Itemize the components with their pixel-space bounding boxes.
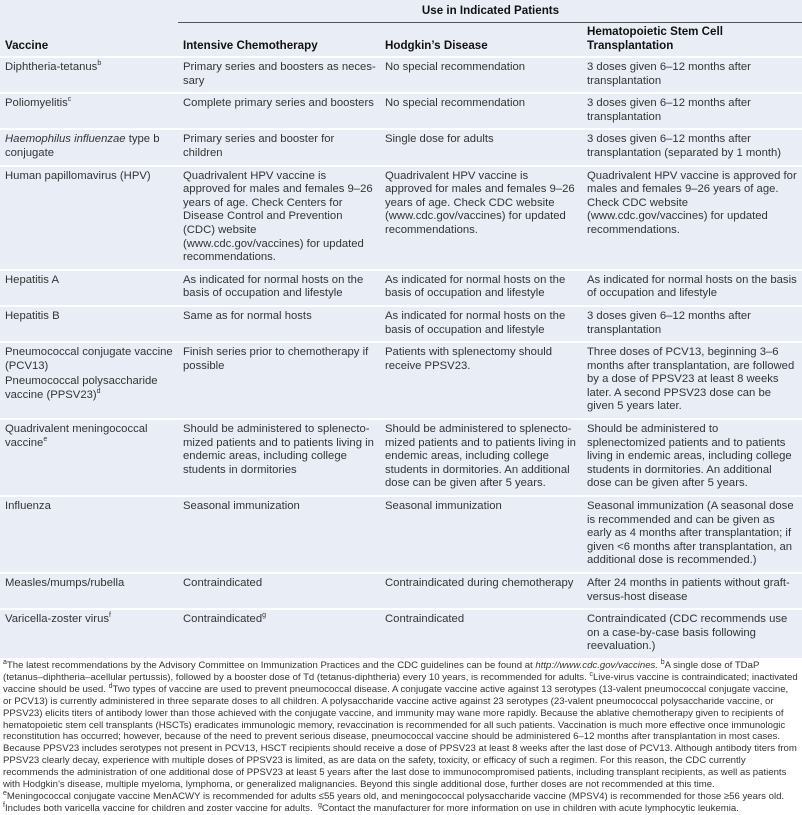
- chemo-text: Contraindicated: [183, 577, 263, 589]
- footnote-b: A single dose of TDaP (tetanus–diphtheria–acellular pertussis), followed by a booster dose of Td (tetanus-diphtheria) every 10 years, is recommended for adults.: [3, 659, 760, 683]
- footnote-e: Meningococcal conjugate vaccine MenACWY is recommended for adults ≤55 years old, and meningococcal polysaccharide vaccine (MPSV4) is recommended for those ≥56 years old.: [6, 790, 785, 802]
- vaccine-cell: [0, 419, 178, 496]
- hodgkin-cell: Contraindicated: [380, 609, 582, 658]
- vaccine-cell: [0, 57, 178, 93]
- vaccine-cell: [0, 166, 178, 270]
- table-row: [0, 306, 802, 342]
- table-row: [0, 129, 802, 165]
- hsct-cell: 3 doses given 6–12 months after transplantation: [582, 306, 802, 342]
- footnote-f: Includes both varicella vaccine for children and zoster vaccine for adults.: [4, 802, 313, 814]
- table-row: [0, 166, 802, 270]
- footnote-c: Live-virus vaccine is contraindicated; inactivated vaccine should be used.: [3, 671, 798, 695]
- vaccine-name: Measles/mumps/rubella: [5, 577, 125, 589]
- col-header-hsct: Hematopoietic Stem Cell Transplantation: [587, 25, 723, 52]
- footnote-d: Two types of vaccine are used to prevent pneumococcal disease. A conjugate vaccine active against 13 serotypes (13-valent pneumococcal conjugate vaccine, or PCV13) is currently administered in three separate doses to all children. A polysaccharide vaccine active against 23 serotypes (23-valent pneumococcal polysaccharide vaccine, or PPSV23) elicits titers of antibody lower than those achieved with the conjugate vaccine, and immunity may wane more rapidly. Because the ablative chemotherapy given to recipients of hematopoietic stem cell transplants (HSCTs) eradicates immunologic memory, revaccination is recommended for all such patients. Vaccination is much more effective once immunologic reconstitution has occurred; however, because of the need to prevent serious disease, pneumococcal vaccine should be administered 6–12 months after transplantation in most cases. Because PPSV23 includes serotypes not present in PCV13, HSCT recipients should receive a dose of PPSV23 at least 8 weeks after the last dose of PCV13. Although antibody titers from PPSV23 clearly decay, experience with multiple doses of PPSV23 is limited, as are data on the safety, toxicity, or efficacy of such a regimen. For this reason, the CDC currently recommends the administration of one additional dose of PPSV23 at least 5 years after the last dose to immunocompromised patients, including transplant recipients, as well as patients with Hodgkin’s disease, multiple myeloma, lymphoma, or generalized malignancies. Beyond this single additional dose, further doses are not recommended at this time.: [3, 683, 797, 791]
- chemo-text: Complete primary series and boosters: [183, 97, 374, 110]
- footnote-ref: c: [67, 96, 72, 104]
- col-header-vaccine: Vaccine: [5, 39, 49, 52]
- chemo-cell: [178, 166, 380, 270]
- vaccine-name-2: Pneumococcal polysaccharide vaccine (PPSV23): [5, 375, 158, 401]
- table-row: [0, 342, 802, 419]
- table-row: [0, 496, 802, 573]
- hodgkin-cell: As indicated for normal hosts on the basis of occupation and lifestyle: [380, 270, 582, 306]
- chemo-text: Primary series and boosters as necessary: [183, 61, 376, 87]
- cdc-link[interactable]: http://www.cdc.gov/vaccines.: [535, 659, 659, 671]
- chemo-cell: [178, 609, 380, 658]
- chemo-text: Finish series prior to chemotherapy if possible: [183, 346, 369, 372]
- group-header: Use in Indicated Patients: [178, 0, 802, 23]
- chemo-cell: [178, 419, 380, 496]
- hsct-cell: Three doses of PCV13, beginning 3–6 months after transplantation, are followed by a dose of PPSV23 at least 8 weeks later. A second PPSV23 dose can be given 5 years later.: [582, 342, 802, 419]
- chemo-text: Contraindicated: [183, 613, 263, 626]
- hodgkin-cell: As indicated for normal hosts on the basis of occupation and lifestyle: [380, 306, 582, 342]
- hsct-cell: Contraindicated (CDC recommends use on a case-by-case basis following reevaluation.): [582, 609, 802, 658]
- chemo-cell: [178, 342, 380, 419]
- empty-header: [0, 0, 178, 23]
- chemo-cell: [178, 93, 380, 129]
- chemo-text: Seasonal immunization: [183, 500, 300, 513]
- hsct-cell: 3 doses given 6–12 months after transplantation: [582, 57, 802, 93]
- footnote-ref: g: [262, 612, 267, 620]
- chemo-text: Primary series and booster for children: [183, 133, 335, 159]
- hsct-cell: 3 doses given 6–12 months after transplantation (separated by 1 month): [582, 129, 802, 165]
- chemo-cell: [178, 129, 380, 165]
- vaccine-name: Diphtheria-tetanus: [5, 61, 98, 73]
- hodgkin-cell: Quadrivalent HPV vaccine is approved for males and females 9–26 years of age. Check CDC website (www.cdc.gov/vaccines) for updated recommendations.: [380, 166, 582, 270]
- vaccine-cell: [0, 93, 178, 129]
- footnote-ref: f: [109, 612, 111, 620]
- chemo-cell: [178, 57, 380, 93]
- footnote-mark: d: [108, 682, 113, 690]
- footnote-ref: b: [97, 60, 102, 68]
- vaccine-name: Poliomyelitis: [5, 97, 68, 110]
- vaccine-name: Hepatitis B: [5, 309, 60, 322]
- vaccine-name: Human papillomavirus (HPV): [5, 169, 151, 182]
- table-row: [0, 270, 802, 306]
- chemo-text: Should be administered to splenectomized patients and to patients living in endemic areas, including college students in dormitories: [183, 423, 374, 476]
- vaccine-cell: [0, 496, 178, 573]
- chemo-cell: [178, 306, 380, 342]
- footnote-g: Contact the manufacturer for more information on use in children with acute lymphocytic leukemia.: [321, 802, 739, 814]
- hodgkin-cell: Contraindicated during chemotherapy: [380, 573, 582, 609]
- table-row: [0, 57, 802, 93]
- table-row: [0, 609, 802, 658]
- vaccine-cell: [0, 129, 178, 165]
- hsct-cell: Seasonal immunization (A seasonal dose is recommended and can be given as early as 4 months after transplantation; if given <6 months after transplantation, an additional dose is recommended.): [582, 496, 802, 573]
- vaccine-cell: [0, 270, 178, 306]
- vaccine-name: Pneumococcal conjugate vaccine (PCV13): [5, 346, 173, 372]
- hodgkin-cell: Seasonal immunization: [380, 496, 582, 573]
- col-header-chemo: Intensive Chemotherapy: [183, 39, 318, 52]
- table-row: [0, 419, 802, 496]
- chemo-text: Same as for normal hosts: [183, 309, 312, 322]
- hsct-cell: Quadrivalent HPV vaccine is approved for males and females 9–26 years of age. Check CDC website (www.cdc.gov/vaccines) for updated recommendations.: [582, 166, 802, 270]
- hodgkin-cell: Single dose for adults: [380, 129, 582, 165]
- hsct-cell: After 24 months in patients without graft-versus-host disease: [582, 573, 802, 609]
- footnote-mark: f: [3, 801, 5, 809]
- hodgkin-cell: No special recommendation: [380, 57, 582, 93]
- table-row: [0, 573, 802, 609]
- footnote-mark: a: [3, 658, 7, 666]
- chemo-cell: [178, 496, 380, 573]
- hodgkin-cell: Patients with splenectomy should receive PPSV23.: [380, 342, 582, 419]
- col-header-hodgkin: Hodgkin’s Disease: [385, 39, 488, 52]
- vaccine-name: Hepatitis A: [5, 273, 60, 286]
- table-row: [0, 93, 802, 129]
- footnote-block: [3, 660, 799, 791]
- vaccine-cell: [0, 342, 178, 419]
- chemo-cell: [178, 573, 380, 609]
- footnote-ref: d: [96, 388, 101, 396]
- chemo-cell: [178, 270, 380, 306]
- footnote-mark: c: [589, 670, 593, 678]
- chemo-text: Quadrivalent HPV vaccine is approved for males and females 9–26 years of age. Check Centers for Disease Control and Prevention (CDC) website (www.cdc.gov/vaccines) for updated recommendations.: [183, 169, 373, 264]
- hsct-cell: As indicated for normal hosts on the basis of occupation and lifestyle: [582, 270, 802, 306]
- footnote-mark: b: [660, 658, 665, 666]
- vaccine-cell: [0, 609, 178, 658]
- footnote-mark: e: [3, 789, 7, 797]
- footnote-e-line: [3, 791, 799, 803]
- vaccine-name: Varicella-zoster virus: [5, 613, 109, 626]
- footnote-a: The latest recommendations by the Advisory Committee on Immunization Practices and the CDC guidelines can be found at: [6, 659, 536, 671]
- hsct-cell: 3 doses given 6–12 months after transplantation: [582, 93, 802, 129]
- hodgkin-cell: Should be administered to splenectomized patients and to patients living in endemic areas, including college students in dormitories. An additional dose can be given after 5 years.: [380, 419, 582, 496]
- vaccine-name: Quadrivalent meningococcal vaccine: [5, 423, 148, 449]
- vaccine-name: type b conjugate: [5, 133, 160, 159]
- vaccine-cell: [0, 573, 178, 609]
- footnotes: [0, 658, 802, 815]
- vaccine-cell: [0, 306, 178, 342]
- footnote-fg-line: [3, 803, 799, 815]
- hsct-cell: Should be administered to splenectomized patients and to patients living in endemic areas, including college students in dormitories. An additional dose can be given after 5 years.: [582, 419, 802, 496]
- hodgkin-cell: No special recommendation: [380, 93, 582, 129]
- footnote-ref: e: [43, 435, 48, 443]
- footnote-mark: g: [318, 801, 322, 809]
- vaccine-name-italic: Haemophilus influenzae: [5, 133, 126, 146]
- chemo-text: As indicated for normal hosts on the basis of occupation and lifestyle: [183, 273, 364, 300]
- vaccine-name: Influenza: [5, 500, 51, 513]
